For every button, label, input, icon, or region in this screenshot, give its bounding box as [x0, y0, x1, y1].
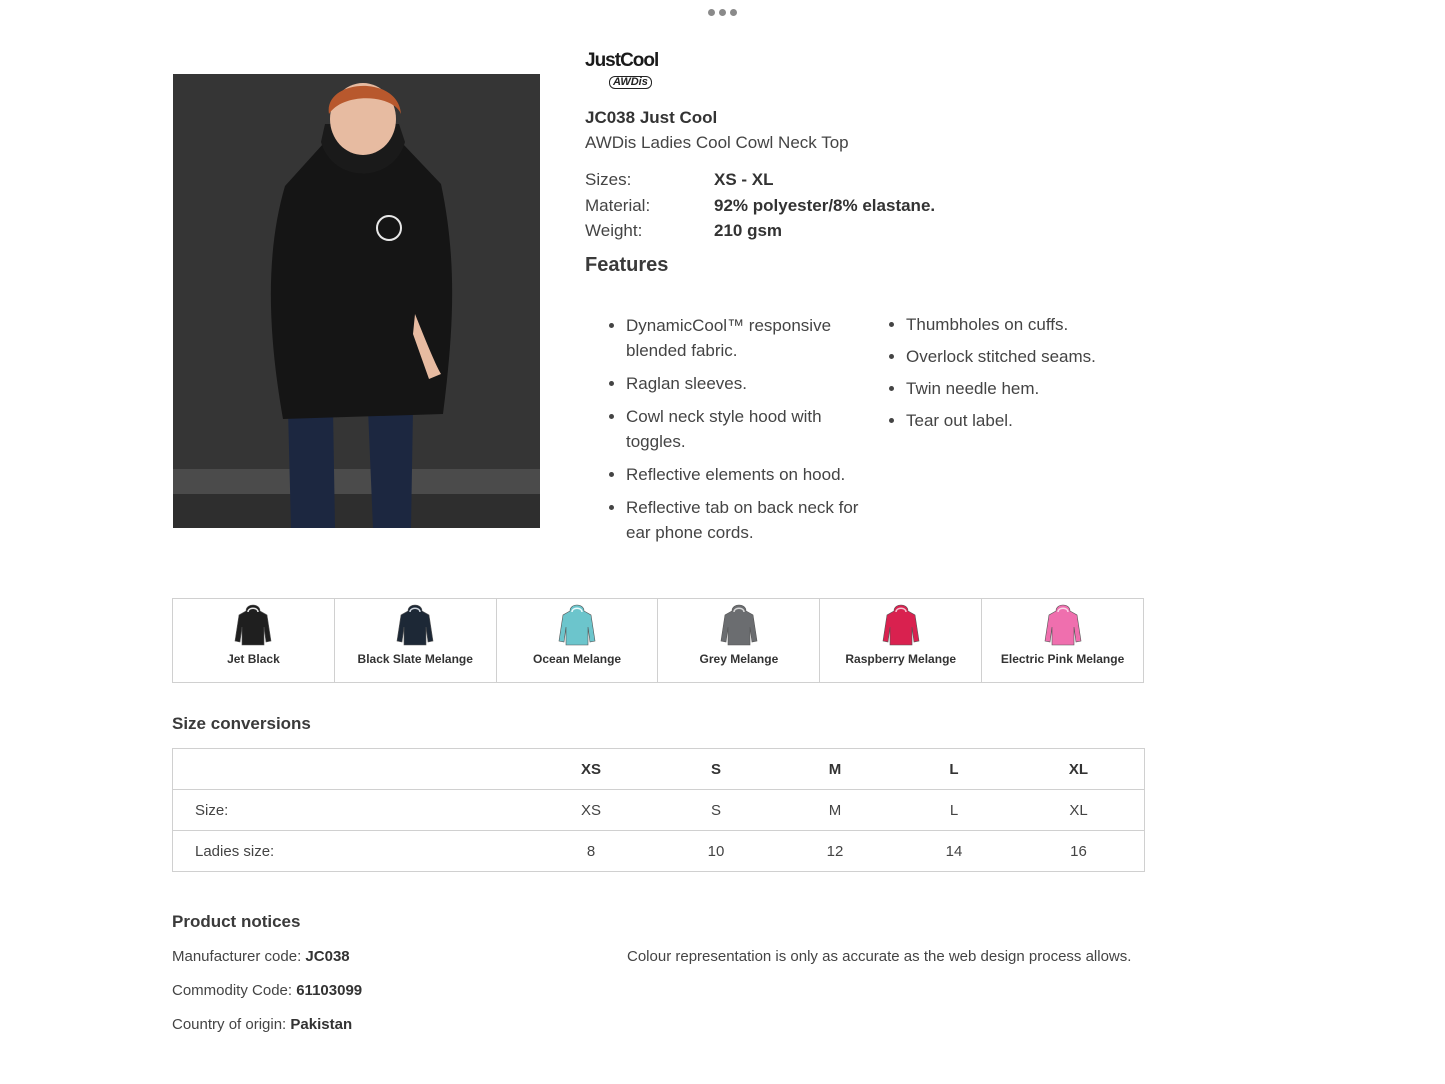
- product-name: AWDis Ladies Cool Cowl Neck Top: [585, 133, 849, 152]
- spec-label: Material:: [585, 195, 651, 215]
- size-conversions-heading: Size conversions: [172, 714, 311, 733]
- hoodie-icon: [881, 603, 921, 647]
- table-header: S: [657, 749, 775, 790]
- colour-swatch-electric-pink-melange[interactable]: [982, 599, 1143, 682]
- table-row: [173, 831, 1145, 872]
- table-row: [173, 790, 1145, 831]
- colour-swatch-label: Black Slate Melange: [357, 652, 473, 666]
- table-cell: XS: [525, 790, 657, 831]
- colour-notice: Colour representation is only as accurate as the web design process allows.: [627, 948, 1132, 965]
- colour-swatches: [172, 598, 1144, 683]
- feature-item: • Cowl neck style hood with toggles.: [626, 404, 866, 454]
- brand-logo-sub: AWDis: [609, 76, 652, 89]
- features-list-right: [886, 312, 1166, 440]
- product-photo: [173, 74, 540, 528]
- more-options-icon[interactable]: [708, 9, 737, 16]
- table-header-blank: [173, 749, 526, 790]
- country-of-origin-value: Pakistan: [290, 1016, 353, 1033]
- feature-item: • Raglan sleeves.: [626, 371, 866, 396]
- colour-swatch-label: Electric Pink Melange: [1000, 652, 1125, 666]
- table-cell: XL: [1013, 790, 1145, 831]
- colour-swatch-raspberry-melange[interactable]: [820, 599, 982, 682]
- spec-value: 92% polyester/8% elastane.: [714, 195, 936, 215]
- manufacturer-code-label: Manufacturer code:: [172, 948, 302, 965]
- feature-item: • DynamicCool™ responsive blended fabric.: [626, 313, 866, 363]
- brand-logo-text: JustCool: [585, 50, 659, 71]
- feature-item: • Overlock stitched seams.: [906, 344, 1166, 369]
- size-conversion-table: [172, 748, 1145, 872]
- table-cell: M: [775, 790, 895, 831]
- features-list-left: [606, 313, 866, 553]
- colour-swatch-grey-melange[interactable]: [658, 599, 820, 682]
- features-heading: Features: [585, 254, 669, 276]
- hoodie-icon: [395, 603, 435, 647]
- spec-label: Sizes:: [585, 170, 632, 189]
- table-header-row: [173, 749, 1145, 790]
- colour-swatch-label: Raspberry Melange: [845, 652, 957, 666]
- hoodie-icon: [557, 603, 597, 647]
- hoodie-icon: [1043, 603, 1083, 647]
- country-of-origin-label: Country of origin:: [172, 1016, 287, 1033]
- hoodie-icon: [719, 603, 759, 647]
- colour-swatch-label: Ocean Melange: [533, 652, 622, 666]
- colour-swatch-jet-black[interactable]: [173, 599, 335, 682]
- country-of-origin: [172, 1016, 352, 1033]
- colour-swatch-label: Grey Melange: [699, 652, 779, 666]
- spec-row-material: [585, 196, 935, 222]
- table-header: M: [775, 749, 895, 790]
- feature-item: • Reflective tab on back neck for ear phone cords.: [626, 495, 866, 545]
- table-header: XS: [525, 749, 657, 790]
- brand-logo: [585, 50, 658, 90]
- commodity-code: [172, 982, 362, 999]
- spec-label: Weight:: [585, 221, 643, 240]
- row-label: Size:: [173, 790, 526, 831]
- colour-swatch-black-slate-melange[interactable]: [335, 599, 497, 682]
- colour-swatch-label: Jet Black: [227, 652, 280, 666]
- spec-value: XS - XL: [714, 170, 774, 189]
- table-cell: 8: [525, 831, 657, 872]
- table-cell: 10: [657, 831, 775, 872]
- table-header: L: [895, 749, 1013, 790]
- colour-swatch-ocean-melange[interactable]: [497, 599, 659, 682]
- table-cell: L: [895, 790, 1013, 831]
- table-cell: 12: [775, 831, 895, 872]
- spec-value: 210 gsm: [714, 221, 783, 240]
- table-cell: S: [657, 790, 775, 831]
- feature-item: • Thumbholes on cuffs.: [906, 312, 1166, 337]
- feature-item: • Tear out label.: [906, 408, 1166, 433]
- feature-item: • Twin needle hem.: [906, 376, 1166, 401]
- table-cell: 14: [895, 831, 1013, 872]
- row-label: Ladies size:: [173, 831, 526, 872]
- table-header: XL: [1013, 749, 1145, 790]
- product-notices-heading: Product notices: [172, 912, 301, 931]
- manufacturer-code: [172, 948, 350, 965]
- hoodie-icon: [233, 603, 273, 647]
- spec-row-weight: [585, 221, 935, 247]
- commodity-code-value: 61103099: [296, 982, 363, 999]
- table-cell: 16: [1013, 831, 1145, 872]
- product-code-title: JC038 Just Cool: [585, 108, 718, 127]
- feature-item: • Reflective elements on hood.: [626, 462, 866, 487]
- spec-list: [585, 170, 935, 247]
- commodity-code-label: Commodity Code:: [172, 982, 293, 999]
- manufacturer-code-value: JC038: [305, 948, 350, 965]
- spec-row-sizes: [585, 170, 935, 196]
